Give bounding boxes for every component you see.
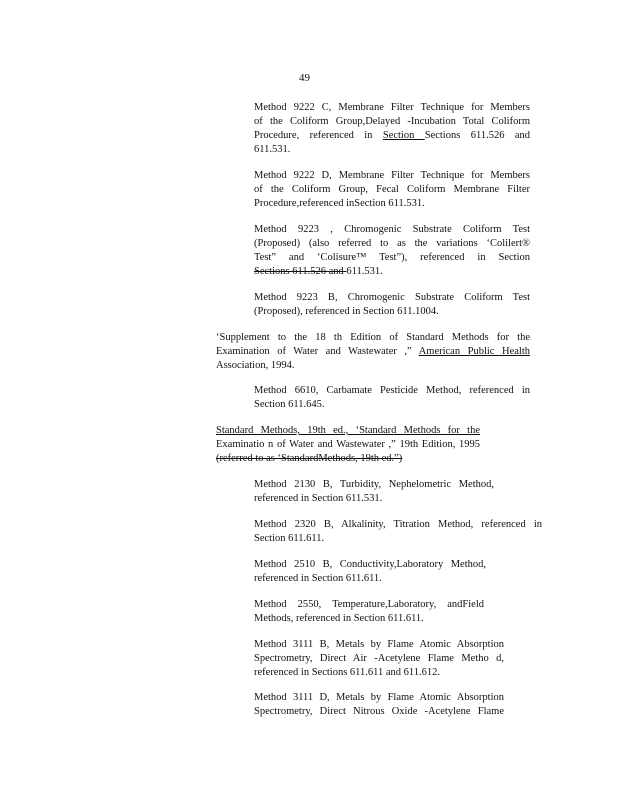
- entry-method-9222d: [254, 169, 530, 211]
- entry-line: Method 3111 D, Metals by Flame Atomic Absorption: [254, 692, 504, 703]
- entry-line: Methods, referenced in Section 611.611.: [254, 613, 424, 624]
- entry-line: Method 2510 B, Conductivity,Laboratory Method,: [254, 559, 486, 570]
- entry-line: Method 9223 B, Chromogenic Substrate Coliform Test: [254, 292, 530, 303]
- entry-line: Association, 1994.: [216, 360, 295, 371]
- deleted-text: Sections 611.526 and: [254, 266, 347, 277]
- entry-method-9222c: [254, 101, 530, 157]
- entry-line: Procedure, referenced in: [254, 130, 373, 141]
- deleted-text: (referred to as ‘StandardMethods, 19th ed.”): [216, 453, 403, 464]
- inserted-text: Standard Methods, 19th ed., ‘Standard Methods for the: [216, 425, 480, 436]
- entry-line: Method 2130 B, Turbidity, Nephelometric Method,: [254, 479, 494, 490]
- entry-line: Test” and ‘Colisure™ Test”), referenced in Section: [254, 252, 530, 263]
- entry-line: Method 9223 , Chromogenic Substrate Coliform Test: [254, 224, 530, 235]
- entry-line: Method 3111 B, Metals by Flame Atomic Absorption: [254, 639, 504, 650]
- entry-method-2320b: [254, 518, 542, 546]
- entry-line: Method 6610, Carbamate Pesticide Method, referenced in: [254, 385, 530, 396]
- inserted-text: American Public Health: [418, 346, 530, 357]
- entry-method-9223: [254, 223, 530, 279]
- entry-line: 611.531.: [346, 266, 383, 277]
- entry-line: (Proposed) (also referred to as the variations ‘Colilert®: [254, 238, 530, 249]
- entry-method-6610: [254, 384, 530, 412]
- entry-method-2130b: [254, 478, 494, 506]
- entry-standard-methods-19th: [216, 424, 480, 466]
- entry-line: referenced in Section 611.531.: [254, 493, 383, 504]
- entry-line: referenced in Section 611.611.: [254, 573, 382, 584]
- entry-line: Method 2550, Temperature,Laboratory, andField: [254, 599, 484, 610]
- entry-line: Examinatio n of Water and Wastewater ,” 19th Edition, 1995: [216, 439, 480, 450]
- entry-method-2550: [254, 598, 484, 626]
- entry-line: Method 9222 D, Membrane Filter Technique for Members: [254, 170, 530, 181]
- entry-line: of the Coliform Group, Fecal Coliform Membrane Filter: [254, 184, 530, 195]
- entry-supplement-18th-edition: [216, 331, 530, 373]
- entry-method-3111d: [254, 691, 504, 719]
- entry-line: (Proposed), referenced in Section 611.1004.: [254, 306, 439, 317]
- entry-line: Spectrometry, Direct Nitrous Oxide -Acetylene Flame: [254, 706, 504, 717]
- entry-line: Procedure,referenced inSection 611.531.: [254, 198, 425, 209]
- entry-line: 611.531.: [254, 144, 291, 155]
- entry-line: of the Coliform Group,Delayed -Incubation Total Coliform: [254, 116, 530, 127]
- entry-line: Method 9222 C, Membrane Filter Technique for Members: [254, 102, 530, 113]
- entry-line: referenced in Sections 611.611 and 611.612.: [254, 667, 441, 678]
- entry-line: Examination of Water and Wastewater ,”: [216, 346, 419, 357]
- inserted-text: Section: [382, 130, 425, 141]
- entry-method-9223b: [254, 291, 530, 319]
- entry-line: Spectrometry, Direct Air -Acetylene Flame Metho d,: [254, 653, 504, 664]
- page-number: 49: [299, 72, 310, 84]
- entry-line: Section 611.645.: [254, 399, 325, 410]
- entry-line: Method 2320 B, Alkalinity, Titration Method, referenced in: [254, 519, 542, 530]
- entry-line: Sections 611.526 and: [424, 130, 530, 141]
- entry-line: ‘Supplement to the 18 th Edition of Standard Methods for the: [216, 332, 530, 343]
- entry-method-3111b: [254, 638, 504, 680]
- entry-line: Section 611.611.: [254, 533, 325, 544]
- entry-method-2510b: [254, 558, 486, 586]
